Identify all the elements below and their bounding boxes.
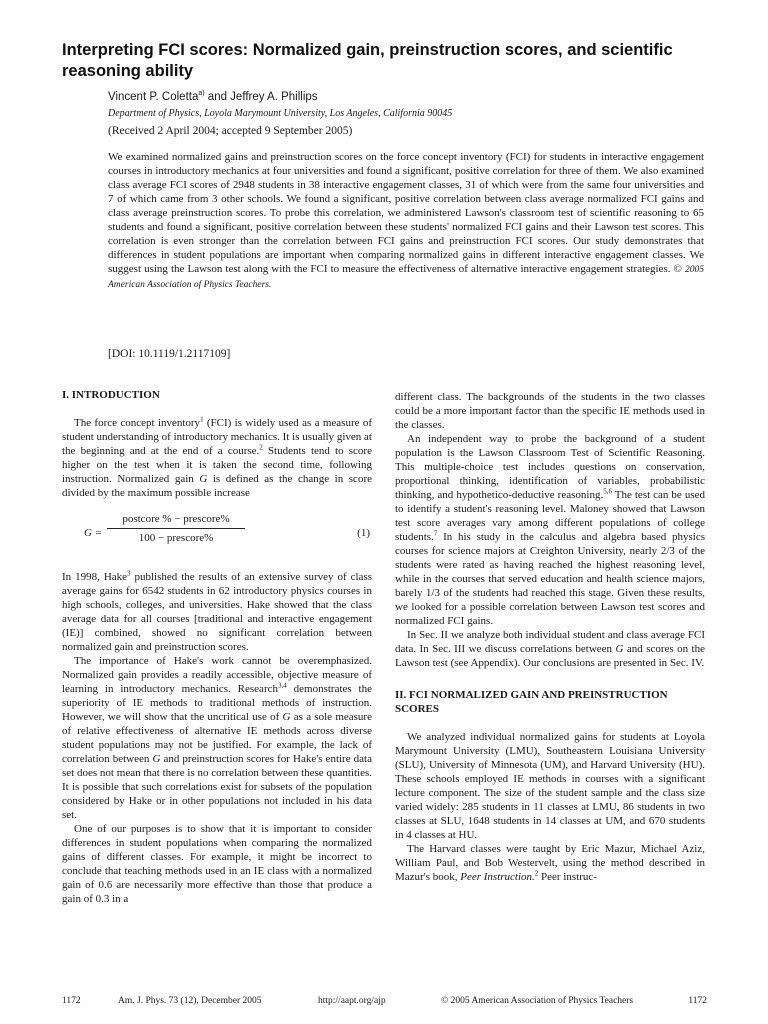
citation-marker: 5,6	[603, 487, 612, 496]
equation-number: (1)	[357, 527, 370, 539]
equation-denominator: 100 − prescore%	[138, 532, 214, 544]
section-heading-introduction: I. INTRODUCTION	[62, 389, 160, 401]
page-footer	[62, 996, 707, 1010]
paragraph: In Sec. II we analyze both individual student and class average FCI data. In Sec. III we discuss correlations between G and scores on the Lawson test (see Appendix). Our conclusions are presented in Sec. IV.	[395, 629, 705, 669]
author-2: and Jeffrey A. Phillips	[204, 91, 318, 103]
citation-marker: 2	[534, 869, 539, 878]
citation-marker: 3	[127, 569, 131, 578]
author-1: Vincent P. Coletta	[108, 91, 199, 103]
article-title: Interpreting FCI scores: Normalized gain, preinstruction scores, and scientific reasoning ability	[62, 41, 673, 80]
citation-marker: 7	[433, 529, 438, 538]
citation-marker: 3,4	[278, 681, 287, 690]
equation-normalized-gain	[62, 512, 372, 556]
citation-marker: 2	[259, 443, 263, 452]
citation-marker: 1	[200, 415, 204, 424]
footer-page-number-right: 1172	[688, 996, 707, 1006]
author-line	[108, 91, 318, 103]
equation-fraction	[107, 512, 245, 545]
abstract-copyright: 2005 American Association of Physics Teachers.	[108, 265, 704, 290]
footer-journal: Am. J. Phys. 73 (12), December 2005	[118, 996, 262, 1006]
footer-url[interactable]: http://aapt.org/ajp	[318, 996, 386, 1006]
equation-numerator: postcore % − prescore%	[107, 512, 245, 529]
section-heading-fci-gain: II. FCI NORMALIZED GAIN AND PREINSTRUCTION SCORES	[395, 689, 668, 715]
footer-page-number-left: 1172	[62, 996, 81, 1006]
paragraph: The force concept inventory$^1$ (FCI) is widely used as a measure of student understanding of introductory mechanics. It is usually given at the beginning and at the end of a course.$^2$ Students tend to score higher on the test when it is taken the second time, following instruction. Normalized gain G is defined as the change in score divided by the maximum possible increase	[62, 415, 372, 499]
equation-lhs: G =	[84, 527, 103, 539]
paragraph: One of our purposes is to show that it is important to consider differences in student populations when comparing the normalized gains of different classes. For example, it might be incorrect to conclude that teaching methods used in an IE class with a normalized gain of 0.6 are necessarily more effective than those that produce a gain of 0.3 in a	[62, 823, 372, 905]
received-date: (Received 2 April 2004; accepted 9 September 2005)	[108, 125, 353, 137]
paragraph: The importance of Hake's work cannot be overemphasized. Normalized gain provides a readily accessible, objective measure of learning in introductory mechanics. Research$^{3,4}$ demonstrates the superiority of IE methods to traditional methods of instruction. However, we will show that the uncritical use of G as a sole measure of relative effectiveness of alternative IE methods across diverse student populations may not be justified. For example, the lack of correlation between G and preinstruction scores for Hake's entire data set does not mean that there is no correlation between these quantities. It is possible that such correlations exist for subsets of the population considered by Hake or in other populations not included in his data set.	[62, 655, 372, 821]
doi: [DOI: 10.1119/1.2117109]	[108, 348, 231, 360]
abstract	[108, 150, 704, 292]
author-1-footnote-marker: a)	[198, 90, 205, 98]
paragraph: We analyzed individual normalized gains for students at Loyola Marymount University (LMU), Southeastern Louisiana University (SLU), University of Minnesota (UM), and Harvard University (HU). These schools employed IE methods in courses with a significant lecture component. The size of the student sample and the class size varied widely: 285 students in 11 classes at LMU, 86 students in two classes at SLU, 1648 students in 14 classes at UM, and 670 students in 4 classes at HU.	[395, 731, 705, 841]
abstract-text: We examined normalized gains and preinstruction scores on the force concept inventory (FCI) for students in interactive engagement courses in introductory mechanics at four universities and found a significant, positive correlation for three of them. We also examined class average FCI scores of 2948 students in 38 interactive engagement classes, 31 of which were from the same four universities and 7 of which came from 3 other schools. We found a significant, positive correlation between class average normalized FCI gains and class average preinstruction scores. To probe this correlation, we administered Lawson's classroom test of scientific reasoning to 65 students and found a significant, positive correlation between these students' normalized FCI gains and their Lawson test scores. This correlation is even stronger than the correlation between FCI gains and preinstruction FCI scores. Our study demonstrates that differences in student populations are important when comparing normalized gains in different interactive engagement classes. We suggest using the Lawson test along with the FCI to measure the effectiveness of alternative interactive engagement strategies. ©	[108, 151, 704, 275]
paragraph: In 1998, Hake$^3$ published the results of an extensive survey of class average gains for 6542 students in 62 introductory physics courses in high schools, colleges, and universities. Hake showed that the class average data for all courses [traditional and interactive engagement (IE)] combined, showed no significant correlation between normalized gain and preinstruction scores.	[62, 569, 372, 653]
affiliation: Department of Physics, Loyola Marymount University, Los Angeles, California 90045	[108, 108, 453, 119]
paragraph: The Harvard classes were taught by Eric Mazur, Michael Aziz, William Paul, and Bob Westervelt, using the method described in Mazur's book, Peer Instruction.$^2$ Peer instruc-	[395, 843, 705, 883]
right-column	[395, 390, 705, 884]
paragraph: An independent way to probe the background of a student population is the Lawson Classroom Test of Scientific Reasoning. This multiple-choice test includes questions on conservation, proportional thinking, identification of variables, probabilistic thinking, and hypothetico-deductive reasoning.$^{5,6}$ The test can be used to identify a student's reasoning level. Maloney showed that Lawson test score averages vary among different populations of college students.$^7$ In his study in the calculus and algebra based physics courses for science majors at Creighton University, nearly 2/3 of the students were rated as having reached the highest reasoning level, while in the courses that served education and health science majors, barely 1/3 of the students had reached this stage. Given these results, we looked for a possible correlation between Lawson test scores and normalized FCI gains.	[395, 433, 705, 627]
footer-copyright: © 2005 American Association of Physics Teachers	[441, 996, 634, 1006]
left-column	[62, 388, 372, 906]
paragraph: different class. The backgrounds of the students in the two classes could be a more important factor than the specific IE methods used in the classes.	[395, 391, 705, 431]
book-title: Peer Instruction.	[460, 871, 535, 883]
